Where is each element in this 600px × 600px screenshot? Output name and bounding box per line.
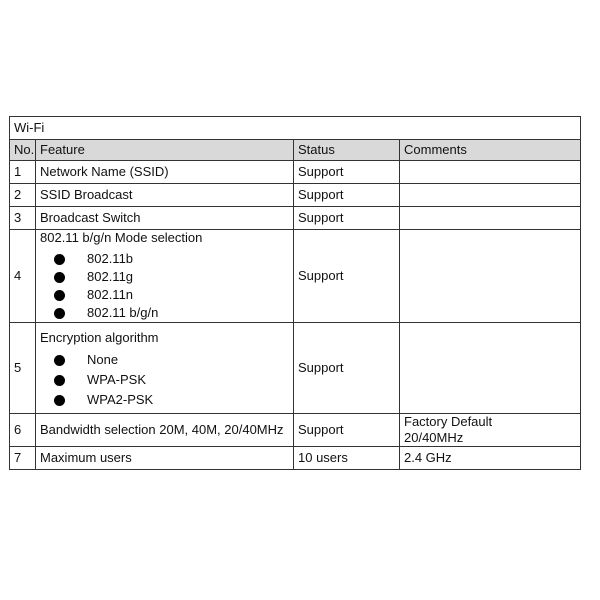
row-status: Support <box>294 161 400 184</box>
list-item <box>40 304 289 322</box>
header-feature: Feature <box>36 140 294 161</box>
list-item-label: WPA-PSK <box>87 372 146 387</box>
row-feature: Network Name (SSID) <box>36 161 294 184</box>
bullet-icon <box>54 254 65 265</box>
header-status: Status <box>294 140 400 161</box>
row-number: 5 <box>10 323 36 414</box>
table-row <box>10 161 581 184</box>
list-item <box>40 268 289 286</box>
row-status: Support <box>294 184 400 207</box>
table-title-row <box>10 117 581 140</box>
row-feature: 802.11 b/g/n Mode selection <box>40 230 203 245</box>
list-item-label: 802.11n <box>87 287 134 302</box>
list-item-label: 802.11b <box>87 251 134 266</box>
row-comments-line: Factory Default <box>404 414 493 429</box>
list-item-label: 802.11g <box>87 269 134 284</box>
bullet-icon <box>54 395 65 406</box>
row-feature: Bandwidth selection 20M, 40M, 20/40MHz <box>36 414 294 447</box>
row-status: Support <box>294 414 400 447</box>
bullet-icon <box>54 355 65 366</box>
list-item <box>40 370 289 390</box>
list-item-label: 802.11 b/g/n <box>87 305 159 320</box>
table-header-row <box>10 140 581 161</box>
list-item <box>40 250 289 268</box>
row-comments-line: 20/40MHz <box>404 430 464 445</box>
header-comments: Comments <box>400 140 581 161</box>
row-number: 6 <box>10 414 36 447</box>
table-row <box>10 447 581 470</box>
row-feature-cell <box>36 230 294 323</box>
encryption-list <box>40 350 289 410</box>
list-item-label: WPA2-PSK <box>87 392 154 407</box>
row-status: Support <box>294 207 400 230</box>
row-comments <box>400 184 581 207</box>
row-feature: Maximum users <box>36 447 294 470</box>
bullet-icon <box>54 375 65 386</box>
list-item-label: None <box>87 352 119 367</box>
row-feature: Encryption algorithm <box>40 330 159 345</box>
list-item <box>40 286 289 304</box>
row-feature: Broadcast Switch <box>36 207 294 230</box>
list-item <box>40 390 289 410</box>
row-number: 4 <box>10 230 36 323</box>
row-number: 1 <box>10 161 36 184</box>
table-row <box>10 207 581 230</box>
row-status: 10 users <box>294 447 400 470</box>
row-comments <box>400 323 581 414</box>
row-number: 2 <box>10 184 36 207</box>
table-title: Wi-Fi <box>10 117 581 140</box>
row-comments: 2.4 GHz <box>400 447 581 470</box>
row-feature: SSID Broadcast <box>36 184 294 207</box>
row-comments-cell <box>400 414 581 447</box>
bullet-icon <box>54 290 65 301</box>
mode-list <box>40 250 289 322</box>
wifi-feature-table <box>9 116 581 470</box>
row-status: Support <box>294 323 400 414</box>
row-feature-cell <box>36 323 294 414</box>
list-item <box>40 350 289 370</box>
row-comments <box>400 230 581 323</box>
row-number: 3 <box>10 207 36 230</box>
table-row <box>10 230 581 323</box>
row-comments <box>400 161 581 184</box>
row-comments <box>400 207 581 230</box>
bullet-icon <box>54 272 65 283</box>
table-row <box>10 414 581 447</box>
table-row <box>10 184 581 207</box>
table-row <box>10 323 581 414</box>
bullet-icon <box>54 308 65 319</box>
header-no: No. <box>10 140 36 161</box>
row-number: 7 <box>10 447 36 470</box>
row-status: Support <box>294 230 400 323</box>
